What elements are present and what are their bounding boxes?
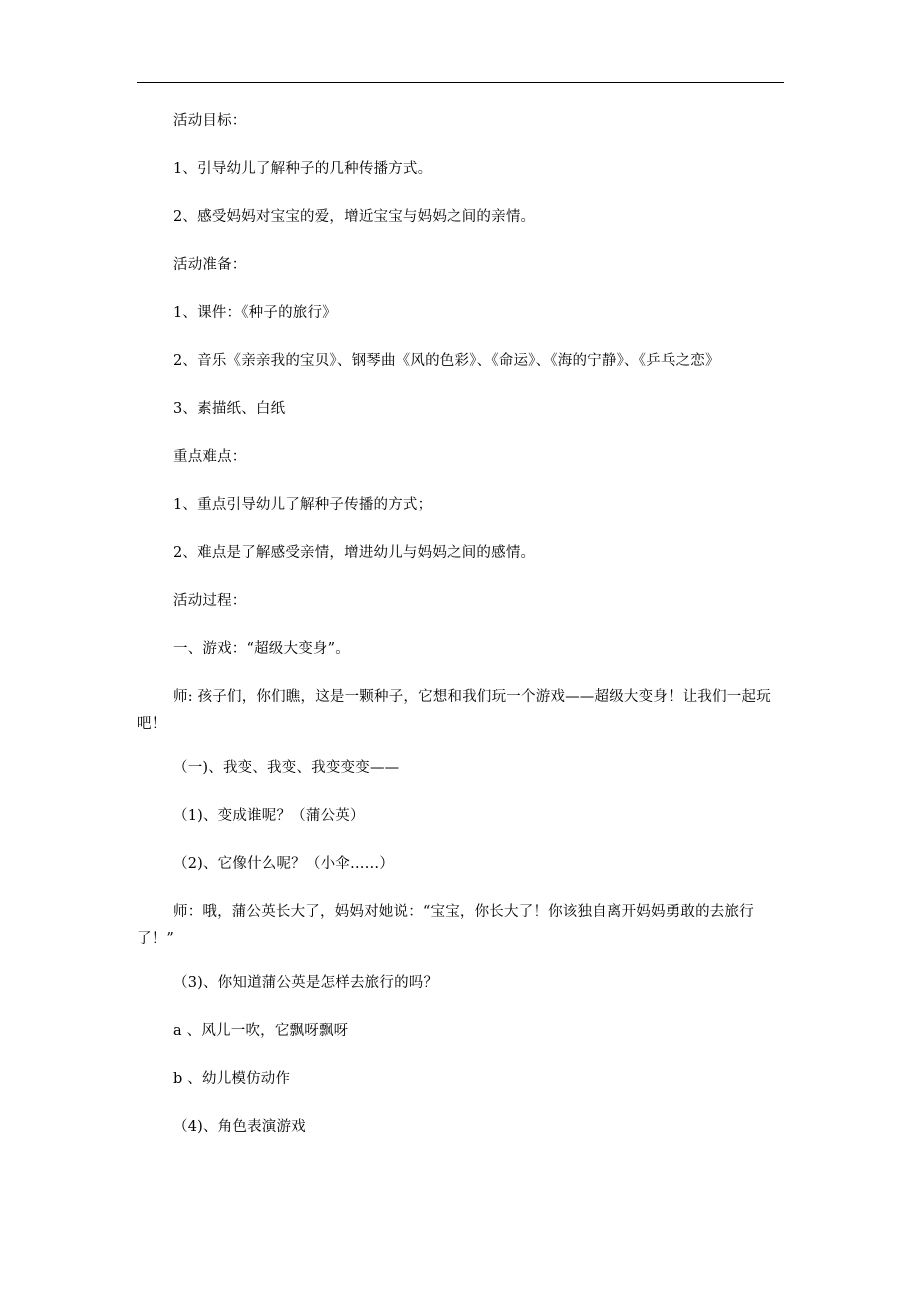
process-question-4: （4)、角色表演游戏 [173,1119,306,1135]
goal-item-2: 2、感受妈妈对宝宝的爱，增近宝宝与妈妈之间的亲情。 [173,209,536,225]
document-body [137,108,785,1162]
heading-activity-goals: 活动目标： [173,113,247,129]
teacher-line-2: 师：哦，蒲公英长大了，妈妈对她说：“宝宝，你长大了！你该独自离开妈妈勇敢的去旅行了！” [137,904,754,947]
process-question-2: （2)、它像什么呢？（小伞……） [173,856,395,872]
key-point-item-2: 2、难点是了解感受亲情，增进幼儿与妈妈之间的感情。 [173,545,536,561]
process-substep-1: （一)、我变、我变、我变变变—— [173,760,400,776]
heading-activity-preparation: 活动准备： [173,257,247,273]
heading-activity-process: 活动过程： [173,593,247,609]
process-item-b: b 、幼儿模仿动作 [173,1071,291,1087]
process-item-a: a 、风儿一吹，它飘呀飘呀 [173,1023,349,1039]
preparation-item-1: 1、课件：《种子的旅行》 [173,305,337,321]
key-point-item-1: 1、重点引导幼儿了解种子传播的方式； [173,497,433,513]
preparation-item-3: 3、素描纸、白纸 [173,401,286,417]
heading-key-points: 重点难点： [173,449,247,465]
teacher-line-1: 师: 孩子们，你们瞧，这是一颗种子，它想和我们玩一个游戏——超级大变身！让我们一起玩吧！ [137,689,771,732]
process-question-1: （1)、变成谁呢？（蒲公英） [173,808,365,824]
goal-item-1: 1、引导幼儿了解种子的几种传播方式。 [173,161,433,177]
header-rule [137,82,784,83]
process-question-3: （3)、你知道蒲公英是怎样去旅行的吗？ [173,975,439,991]
process-step-1: 一、游戏：“超级大变身”。 [173,641,350,657]
preparation-item-2: 2、音乐《亲亲我的宝贝》、钢琴曲《风的色彩》、《命运》、《海的宁静》、《乒乓之恋》 [173,353,720,369]
